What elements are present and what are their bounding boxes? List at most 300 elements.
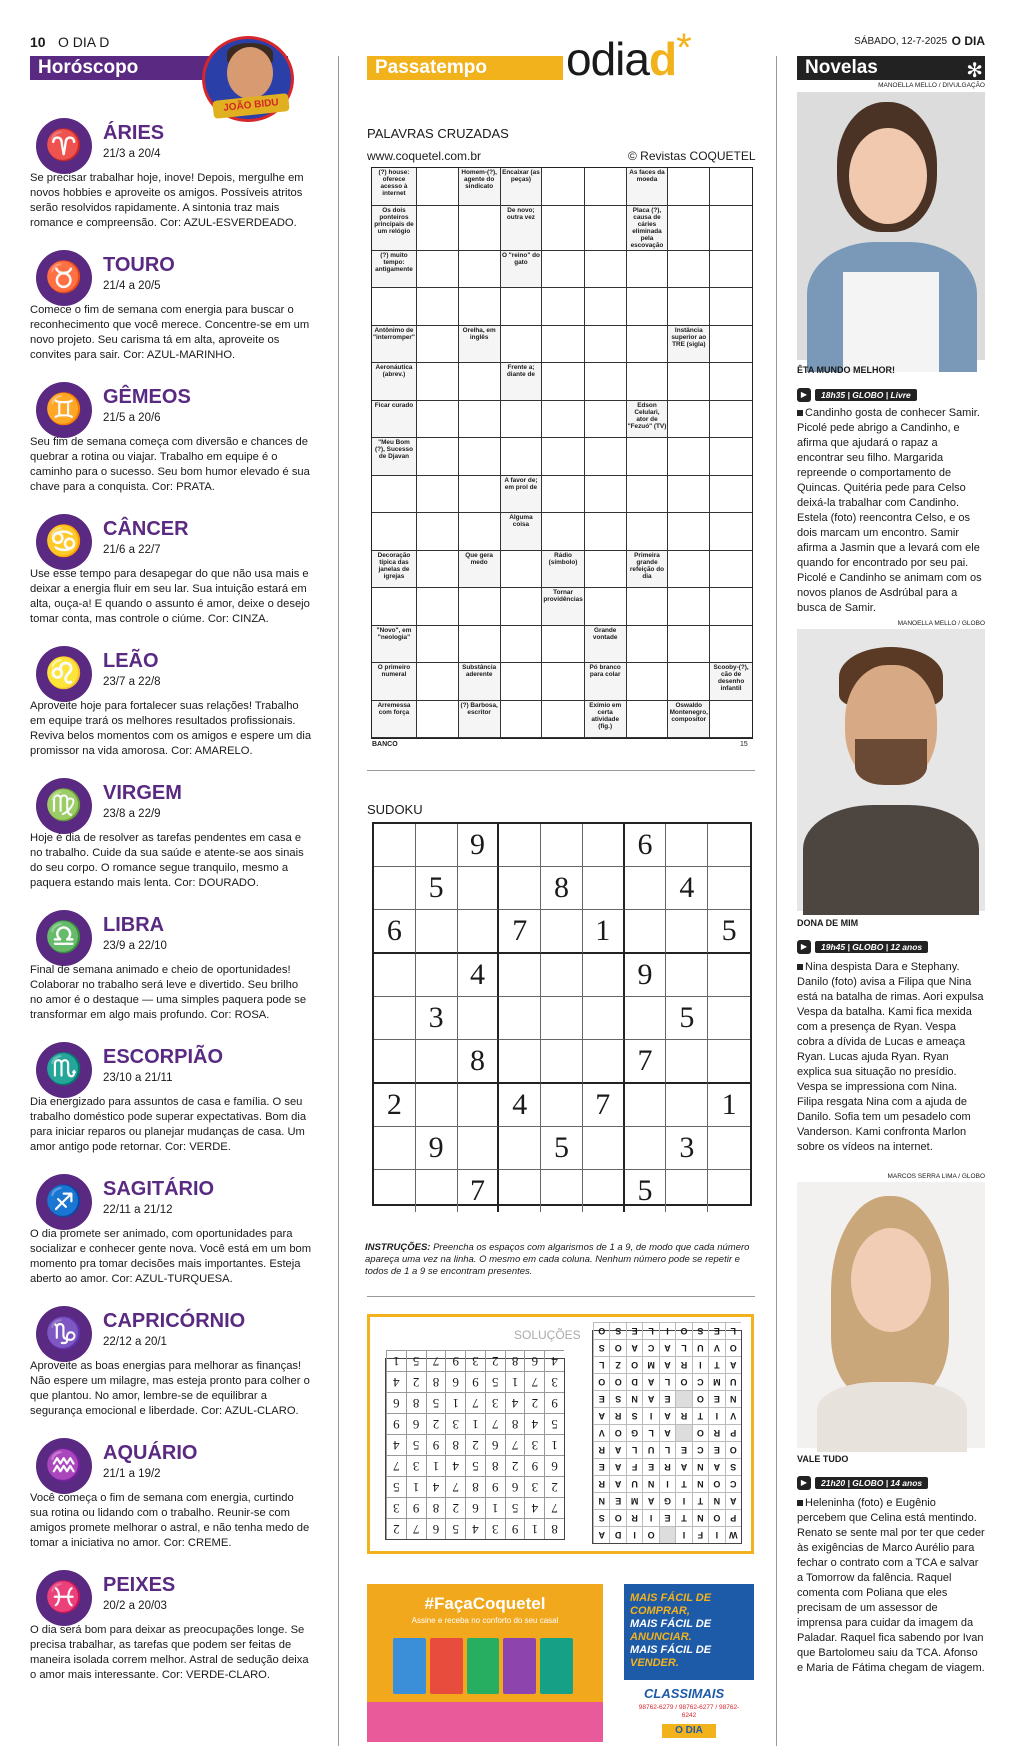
sudoku-cell[interactable] bbox=[499, 1170, 541, 1212]
crossword-answer-cell[interactable] bbox=[585, 363, 627, 401]
crossword-clue-cell: Arremessa com força bbox=[372, 701, 417, 739]
crossword-solution-cell: F bbox=[626, 1458, 642, 1475]
crossword-solution-cell: I bbox=[626, 1526, 642, 1543]
sudoku-cell[interactable] bbox=[666, 1084, 708, 1127]
novela-summary: Candinho gosta de conhecer Samir. Picolé pede abrigo a Candinho, e afirma que ajudará o rapaz a encontrar seu filho. Margarida repreende o comportamento de Quincas. Quitéria pede para Celso deixá-la trabalhar com Candinho. Estela (foto) reencontra Celso, e os dois marcam um encontro. Samir afirma a Jasmin que a levará com ele quando for encontrado por seu pai. Picolé e Candinho se animam com os novos planos de Asdrúbal para a busca de Samir. bbox=[797, 407, 982, 614]
crossword-answer-cell[interactable] bbox=[542, 701, 584, 739]
sudoku-cell: 6 bbox=[374, 910, 416, 954]
sudoku-cell[interactable] bbox=[666, 824, 708, 867]
sudoku-solution-cell: 7 bbox=[524, 1371, 544, 1392]
sudoku-cell[interactable] bbox=[499, 997, 541, 1040]
crossword-answer-cell[interactable] bbox=[542, 168, 584, 206]
zodiac-icon: ♌ bbox=[36, 646, 92, 702]
crossword-answer-cell[interactable] bbox=[501, 701, 543, 739]
crossword-answer-cell[interactable] bbox=[459, 401, 501, 439]
crossword-answer-cell[interactable] bbox=[585, 206, 627, 251]
crossword-answer-cell[interactable] bbox=[542, 206, 584, 251]
crossword-answer-cell[interactable] bbox=[585, 588, 627, 626]
crossword-answer-cell[interactable] bbox=[417, 206, 459, 251]
crossword-answer-cell[interactable] bbox=[668, 476, 710, 514]
crossword-solution-cell: V bbox=[593, 1424, 609, 1441]
novela-summary: Nina despista Dara e Stephany. Danilo (foto) avisa a Filipa que Nina está na batalha de rimas. Aori expulsa Vespa da batalha. Kami fica mexida com a presença de Ryan. Vespa cobra a dívida de Lucas e ameaça Ryan. Lucas ajuda Ryan. Ryan explica sua situação no presídio. Vespa se impressiona com Nina. Filipa resgata Nina com a ajuda de Danilo. Sofia tem um pesadelo com Vanderson. Kami confronta Marlon sobre os vídeos na internet. bbox=[797, 961, 984, 1153]
novela-schedule: ▶ 18h35 | GLOBO | Livre bbox=[797, 388, 917, 402]
classimais-footer bbox=[624, 1680, 754, 1742]
crossword-answer-cell[interactable] bbox=[542, 663, 584, 701]
sudoku-cell[interactable] bbox=[416, 910, 458, 954]
crossword-solution-cell: A bbox=[642, 1390, 658, 1407]
sudoku-solution-cell: 3 bbox=[544, 1371, 564, 1392]
crossword-answer-cell[interactable] bbox=[710, 206, 752, 251]
sudoku-cell[interactable] bbox=[666, 1170, 708, 1212]
crossword-solution-cell: E bbox=[659, 1509, 675, 1526]
crossword-clue-cell: Antônimo de "interromper" bbox=[372, 326, 417, 364]
sign-name: VIRGEM bbox=[103, 782, 182, 804]
crossword-answer-cell[interactable] bbox=[459, 206, 501, 251]
crossword-answer-cell[interactable] bbox=[417, 588, 459, 626]
crossword-answer-cell[interactable] bbox=[585, 476, 627, 514]
sign-dates: 22/11 a 21/12 bbox=[103, 1204, 173, 1216]
crossword-answer-cell[interactable] bbox=[710, 288, 752, 326]
crossword-clue-cell: De novo; outra vez bbox=[501, 206, 543, 251]
sudoku-cell[interactable] bbox=[666, 1040, 708, 1084]
crossword-answer-cell[interactable] bbox=[501, 551, 543, 589]
sudoku-cell[interactable] bbox=[416, 1040, 458, 1084]
crossword-answer-cell[interactable] bbox=[710, 513, 752, 551]
sudoku-cell[interactable] bbox=[499, 954, 541, 997]
sudoku-cell[interactable] bbox=[708, 867, 750, 910]
sudoku-solution-cell: 2 bbox=[465, 1434, 485, 1455]
sign-name: ESCORPIÃO bbox=[103, 1046, 224, 1068]
sudoku-cell[interactable] bbox=[416, 824, 458, 867]
crossword-answer-cell[interactable] bbox=[417, 168, 459, 206]
sudoku-cell[interactable] bbox=[541, 1040, 583, 1084]
crossword-solution-cell: S bbox=[593, 1509, 609, 1526]
crossword-clue-cell: As faces da moeda bbox=[627, 168, 669, 206]
crossword-answer-cell[interactable] bbox=[417, 701, 459, 739]
crossword-answer-cell[interactable] bbox=[542, 513, 584, 551]
crossword-answer-cell[interactable] bbox=[417, 251, 459, 289]
sudoku-cell[interactable] bbox=[708, 997, 750, 1040]
crossword-clue-cell: Edson Celulari, ator de "Fezuó" (TV) bbox=[627, 401, 669, 439]
sudoku-solution-cell: 7 bbox=[445, 1476, 465, 1497]
sudoku-cell[interactable] bbox=[708, 1040, 750, 1084]
sudoku-solution-cell: 4 bbox=[505, 1392, 525, 1413]
crossword-answer-cell[interactable] bbox=[417, 401, 459, 439]
crossword-solution-cell: L bbox=[659, 1441, 675, 1458]
crossword-answer-cell[interactable] bbox=[710, 251, 752, 289]
sudoku-cell[interactable] bbox=[374, 1040, 416, 1084]
sudoku-cell[interactable] bbox=[708, 824, 750, 867]
crossword-solution-cell: I bbox=[642, 1509, 658, 1526]
crossword-solution-cell: O bbox=[692, 1424, 708, 1441]
crossword-clue-cell: Tornar providências bbox=[542, 588, 584, 626]
sudoku-cell[interactable] bbox=[583, 867, 625, 910]
crossword-answer-cell[interactable] bbox=[627, 626, 669, 664]
crossword-solution-cell: I bbox=[642, 1407, 658, 1424]
crossword-answer-cell[interactable] bbox=[501, 588, 543, 626]
crossword-answer-cell[interactable] bbox=[501, 401, 543, 439]
crossword-solution-cell: O bbox=[692, 1390, 708, 1407]
crossword-answer-cell[interactable] bbox=[710, 363, 752, 401]
crossword-answer-cell[interactable] bbox=[459, 476, 501, 514]
sudoku-cell[interactable] bbox=[458, 1127, 500, 1170]
sudoku-cell[interactable] bbox=[374, 1127, 416, 1170]
edition-date: SÁBADO, 12-7-2025 bbox=[854, 36, 947, 47]
asterisk-icon: ✻ bbox=[966, 60, 983, 82]
crossword-answer-cell[interactable] bbox=[710, 326, 752, 364]
sudoku-solution-cell: 6 bbox=[386, 1392, 406, 1413]
sign-forecast: Dia energizado para assuntos de casa e família. O seu trabalho doméstico pode superar expectativas. Bom dia para iniciar reparos ou planejar mudanças de casa. Um amor antigo pode retornar. Cor: VERDE. bbox=[30, 1096, 307, 1153]
sudoku-cell[interactable] bbox=[541, 1084, 583, 1127]
coquetel-ad[interactable] bbox=[367, 1584, 603, 1742]
crossword-answer-cell[interactable] bbox=[542, 251, 584, 289]
crossword-solution-cell: D bbox=[626, 1373, 642, 1390]
crossword-solution-cell: O bbox=[609, 1424, 625, 1441]
crossword-clue-cell: Rádio (símbolo) bbox=[542, 551, 584, 589]
magazine-covers bbox=[393, 1638, 573, 1694]
crossword-answer-cell[interactable] bbox=[501, 663, 543, 701]
crossword-solution-cell: L bbox=[725, 1322, 741, 1339]
crossword-answer-cell[interactable] bbox=[710, 476, 752, 514]
crossword-answer-cell[interactable] bbox=[501, 626, 543, 664]
crossword-solution-cell: S bbox=[609, 1390, 625, 1407]
crossword-solution-cell: N bbox=[642, 1475, 658, 1492]
crossword-solution-cell: N bbox=[626, 1390, 642, 1407]
sudoku-cell: 9 bbox=[416, 1127, 458, 1170]
sudoku-solution-cell: 2 bbox=[406, 1371, 426, 1392]
crossword-answer-cell[interactable] bbox=[542, 438, 584, 476]
crossword-answer-cell[interactable] bbox=[542, 476, 584, 514]
crossword-solution-cell: A bbox=[675, 1458, 691, 1475]
crossword-solution-cell: A bbox=[725, 1492, 741, 1509]
sudoku-solution-cell: 1 bbox=[485, 1497, 505, 1518]
page-number: 10 bbox=[30, 34, 46, 50]
sign-dates: 21/6 a 22/7 bbox=[103, 544, 161, 556]
crossword-answer-cell[interactable] bbox=[668, 363, 710, 401]
sudoku-cell[interactable] bbox=[374, 867, 416, 910]
crossword-answer-cell[interactable] bbox=[627, 363, 669, 401]
sudoku-solution-cell: 2 bbox=[505, 1455, 525, 1476]
crossword-solution-cell: A bbox=[609, 1441, 625, 1458]
crossword-answer-cell[interactable] bbox=[668, 663, 710, 701]
crossword-solution-cell: P bbox=[725, 1509, 741, 1526]
sudoku-solution-cell: 3 bbox=[465, 1350, 485, 1371]
crossword-answer-cell[interactable] bbox=[417, 513, 459, 551]
crossword-solution-cell: S bbox=[626, 1407, 642, 1424]
crossword-answer-cell[interactable] bbox=[417, 288, 459, 326]
crossword-solution-cell: G bbox=[659, 1492, 675, 1509]
crossword-answer-cell[interactable] bbox=[459, 288, 501, 326]
crossword-answer-cell[interactable] bbox=[372, 288, 417, 326]
sudoku-cell[interactable] bbox=[499, 867, 541, 910]
sign-name: CÂNCER bbox=[103, 518, 189, 540]
section-divider bbox=[367, 1296, 755, 1297]
sudoku-cell[interactable] bbox=[583, 1170, 625, 1212]
crossword-answer-cell[interactable] bbox=[417, 626, 459, 664]
crossword-answer-cell[interactable] bbox=[585, 438, 627, 476]
crossword-answer-cell[interactable] bbox=[501, 326, 543, 364]
crossword-solution-cell: E bbox=[593, 1458, 609, 1475]
sudoku-solution-cell: 2 bbox=[544, 1476, 564, 1497]
sign-forecast: Seu fim de semana começa com diversão e chances de quebrar a rotina ou viajar. Trabalho em equipe é o caminho para o sucesso. Seu bom humor elevado é sua chave para a conquista. Cor: PRATA. bbox=[30, 436, 310, 493]
novela-photo-eta-mundo bbox=[797, 92, 985, 360]
crossword-answer-cell[interactable] bbox=[668, 206, 710, 251]
sudoku-cell[interactable] bbox=[374, 997, 416, 1040]
crossword-solution-cell: R bbox=[609, 1407, 625, 1424]
crossword-answer-cell[interactable] bbox=[710, 626, 752, 664]
crossword-answer-cell[interactable] bbox=[668, 401, 710, 439]
crossword-solution-cell: M bbox=[642, 1356, 658, 1373]
sudoku-cell[interactable] bbox=[499, 824, 541, 867]
crossword-solution-cell: M bbox=[708, 1373, 724, 1390]
crossword-answer-cell[interactable] bbox=[627, 438, 669, 476]
sudoku-solution-cell: 3 bbox=[524, 1476, 544, 1497]
pastime-section-title: Passatempo bbox=[367, 56, 563, 80]
crossword-answer-cell[interactable] bbox=[668, 251, 710, 289]
sudoku-solution-cell: 9 bbox=[465, 1371, 485, 1392]
crossword-answer-cell[interactable] bbox=[668, 588, 710, 626]
crossword-answer-cell[interactable] bbox=[459, 588, 501, 626]
sign-name: ÁRIES bbox=[103, 122, 165, 144]
sudoku-solution-cell: 8 bbox=[485, 1455, 505, 1476]
sudoku-cell[interactable] bbox=[625, 1084, 667, 1127]
crossword-answer-cell[interactable] bbox=[542, 326, 584, 364]
crossword-answer-cell[interactable] bbox=[585, 551, 627, 589]
sudoku-cell[interactable] bbox=[416, 954, 458, 997]
crossword-answer-cell[interactable] bbox=[627, 251, 669, 289]
crossword-answer-cell[interactable] bbox=[627, 476, 669, 514]
crossword-answer-cell[interactable] bbox=[627, 701, 669, 739]
sign-dates: 21/1 a 19/2 bbox=[103, 1468, 161, 1480]
crossword-solution-cell: A bbox=[659, 1356, 675, 1373]
crossword-clue-cell: Oswaldo Montenegro, compositor bbox=[668, 701, 710, 739]
zodiac-icon: ♈ bbox=[36, 118, 92, 174]
sudoku-cell[interactable] bbox=[625, 867, 667, 910]
sudoku-cell[interactable] bbox=[499, 1040, 541, 1084]
crossword-solution-cell: A bbox=[642, 1492, 658, 1509]
crossword-solution-cell: O bbox=[626, 1356, 642, 1373]
crossword-answer-cell[interactable] bbox=[585, 401, 627, 439]
crossword-solution-cell: S bbox=[609, 1322, 625, 1339]
crossword-clue-cell: Aeronáutica (abrev.) bbox=[372, 363, 417, 401]
crossword-answer-cell[interactable] bbox=[710, 551, 752, 589]
crossword-answer-cell[interactable] bbox=[668, 168, 710, 206]
crossword-solution-cell: O bbox=[593, 1373, 609, 1390]
sudoku-cell[interactable] bbox=[583, 824, 625, 867]
sign-name: SAGITÁRIO bbox=[103, 1178, 215, 1200]
sudoku-cell[interactable] bbox=[708, 954, 750, 997]
crossword-solution-cell: I bbox=[659, 1322, 675, 1339]
crossword-answer-cell[interactable] bbox=[417, 326, 459, 364]
crossword-answer-cell[interactable] bbox=[372, 588, 417, 626]
crossword-answer-cell[interactable] bbox=[668, 513, 710, 551]
crossword-answer-cell[interactable] bbox=[585, 251, 627, 289]
crossword-answer-cell[interactable] bbox=[372, 476, 417, 514]
crossword-answer-cell[interactable] bbox=[627, 588, 669, 626]
sudoku-cell[interactable] bbox=[666, 910, 708, 954]
sudoku-cell[interactable] bbox=[541, 997, 583, 1040]
sign-dates: 23/7 a 22/8 bbox=[103, 676, 161, 688]
classimais-slogan: MAIS FÁCIL DE COMPRAR, MAIS FÁCIL DE ANUNCIAR. MAIS FÁCIL DE VENDER. bbox=[630, 1592, 712, 1669]
crossword-solution-cell: A bbox=[725, 1356, 741, 1373]
crossword-answer-cell[interactable] bbox=[668, 288, 710, 326]
crossword-solution-cell: O bbox=[609, 1509, 625, 1526]
sudoku-solution-cell: 2 bbox=[426, 1413, 446, 1434]
crossword-answer-cell[interactable] bbox=[542, 288, 584, 326]
sudoku-solution-cell: 7 bbox=[505, 1434, 525, 1455]
crossword-answer-cell[interactable] bbox=[542, 363, 584, 401]
crossword-answer-cell[interactable] bbox=[710, 401, 752, 439]
sudoku-cell[interactable] bbox=[374, 954, 416, 997]
crossword-answer-cell[interactable] bbox=[501, 438, 543, 476]
sudoku-cell[interactable] bbox=[583, 997, 625, 1040]
sudoku-cell[interactable] bbox=[583, 954, 625, 997]
crossword-solution-cell: F bbox=[692, 1526, 708, 1543]
crossword-answer-cell[interactable] bbox=[417, 663, 459, 701]
sudoku-solution-cell: 1 bbox=[426, 1455, 446, 1476]
crossword-answer-cell[interactable] bbox=[372, 513, 417, 551]
zodiac-icon: ♍ bbox=[36, 778, 92, 834]
sudoku-cell[interactable] bbox=[541, 910, 583, 954]
crossword-answer-cell[interactable] bbox=[459, 513, 501, 551]
crossword-clue-cell: A favor de; em prol de bbox=[501, 476, 543, 514]
sudoku-solution-cell: 2 bbox=[445, 1497, 465, 1518]
sign-name: LEÃO bbox=[103, 650, 159, 672]
crossword-answer-cell[interactable] bbox=[668, 626, 710, 664]
play-icon: ▶ bbox=[797, 940, 811, 954]
sudoku-cell[interactable] bbox=[541, 954, 583, 997]
coquetel-ad-footer bbox=[367, 1702, 603, 1742]
crossword-solution-cell: C bbox=[725, 1475, 741, 1492]
crossword-answer-cell[interactable] bbox=[542, 401, 584, 439]
sudoku-cell[interactable] bbox=[416, 1084, 458, 1127]
novela-schedule: ▶ 19h45 | GLOBO | 12 anos bbox=[797, 940, 928, 954]
crossword-solution-cell: S bbox=[692, 1322, 708, 1339]
sudoku-solution-cell: 1 bbox=[406, 1476, 426, 1497]
crossword-answer-cell[interactable] bbox=[542, 626, 584, 664]
sudoku-cell[interactable] bbox=[708, 1170, 750, 1212]
crossword-answer-cell[interactable] bbox=[710, 701, 752, 739]
sudoku-cell[interactable] bbox=[499, 1127, 541, 1170]
sign-forecast: Se precisar trabalhar hoje, inove! Depois, mergulhe em novos hobbies e aproveite os amigos. Possíveis atritos serão resolvidos rapidamente. A sintonia traz mais romance e compreensão. Cor: AZUL-ESVERDEADO. bbox=[30, 172, 304, 229]
sudoku-cell[interactable] bbox=[541, 824, 583, 867]
crossword-answer-cell[interactable] bbox=[585, 326, 627, 364]
sign-forecast: Use esse tempo para desapegar do que não usa mais e deixar a energia fluir em seu lar. Sua intuição estará em alta, ouça-a! E quando o assunto é amor, deixe o desejo tomar conta, mas controle o ciúme. Cor: CINZA. bbox=[30, 568, 310, 625]
column-divider bbox=[338, 56, 339, 1746]
crossword-answer-cell[interactable] bbox=[417, 438, 459, 476]
crossword-clue-cell: Decoração típica das janelas de igrejas bbox=[372, 551, 417, 589]
sudoku-cell[interactable] bbox=[625, 910, 667, 954]
sudoku-cell[interactable] bbox=[666, 954, 708, 997]
odia-logo-small: O DIA bbox=[662, 1724, 716, 1738]
sudoku-cell[interactable] bbox=[458, 1084, 500, 1127]
crossword-solution-cell: R bbox=[593, 1441, 609, 1458]
crossword-solution-cell: N bbox=[692, 1509, 708, 1526]
crossword-answer-cell[interactable] bbox=[459, 626, 501, 664]
sudoku-cell[interactable] bbox=[708, 1127, 750, 1170]
crossword-solution-cell: O bbox=[725, 1339, 741, 1356]
sudoku-cell[interactable] bbox=[583, 1127, 625, 1170]
crossword-solution-cell: U bbox=[642, 1441, 658, 1458]
crossword-solution-cell: O bbox=[708, 1475, 724, 1492]
crossword-answer-cell[interactable] bbox=[710, 588, 752, 626]
crossword-answer-cell[interactable] bbox=[668, 551, 710, 589]
crossword-solution-cell: T bbox=[708, 1356, 724, 1373]
crossword-solution-cell: L bbox=[626, 1441, 642, 1458]
sudoku-cell[interactable] bbox=[374, 824, 416, 867]
sudoku-solution-cell: 3 bbox=[485, 1392, 505, 1413]
crossword-solution-cell: S bbox=[725, 1458, 741, 1475]
classimais-ad[interactable] bbox=[624, 1584, 754, 1742]
crossword-solution-cell: E bbox=[708, 1441, 724, 1458]
play-icon: ▶ bbox=[797, 388, 811, 402]
crossword-clue-cell: Primeira grande refeição do dia bbox=[627, 551, 669, 589]
crossword-solution-cell: O bbox=[708, 1509, 724, 1526]
sign-dates: 21/3 a 20/4 bbox=[103, 148, 161, 160]
crossword-answer-cell[interactable] bbox=[459, 251, 501, 289]
crossword-answer-cell[interactable] bbox=[585, 288, 627, 326]
sign-dates: 22/12 a 20/1 bbox=[103, 1336, 167, 1348]
crossword-answer-cell[interactable] bbox=[627, 663, 669, 701]
sudoku-solution-cell: 4 bbox=[386, 1434, 406, 1455]
crossword-clue-cell: Orelha, em inglês bbox=[459, 326, 501, 364]
sudoku-instructions: INSTRUÇÕES: Preencha os espaços com algarismos de 1 a 9, de modo que cada número apareça uma vez na linha. O mesmo em cada coluna. Nenhum número pode se repetir e todos de 1 a 9 se encontram presentes. bbox=[365, 1242, 750, 1277]
crossword-answer-cell[interactable] bbox=[627, 288, 669, 326]
sudoku-cell[interactable] bbox=[625, 1127, 667, 1170]
crossword-solution-cell: E bbox=[659, 1390, 675, 1407]
photo-credit: MANOELLA MELLO / GLOBO bbox=[897, 620, 985, 627]
sign-name: LIBRA bbox=[103, 914, 165, 936]
sudoku-solution-cell: 2 bbox=[524, 1392, 544, 1413]
sudoku-cell[interactable] bbox=[458, 867, 500, 910]
sudoku-cell[interactable] bbox=[458, 997, 500, 1040]
crossword-solution-cell: E bbox=[708, 1322, 724, 1339]
novela-photo-dona-de-mim bbox=[797, 629, 985, 911]
sudoku-cell[interactable] bbox=[374, 1170, 416, 1212]
crossword-solution-cell: O bbox=[609, 1339, 625, 1356]
crossword-answer-cell[interactable] bbox=[585, 168, 627, 206]
crossword-answer-cell[interactable] bbox=[710, 168, 752, 206]
crossword-answer-cell[interactable] bbox=[668, 438, 710, 476]
sudoku-cell: 3 bbox=[666, 1127, 708, 1170]
crossword-solution-cell: R bbox=[675, 1407, 691, 1424]
sudoku-cell[interactable] bbox=[625, 997, 667, 1040]
sudoku-cell[interactable] bbox=[416, 1170, 458, 1212]
sign-dates: 23/10 a 21/11 bbox=[103, 1072, 173, 1084]
crossword-answer-cell[interactable] bbox=[585, 513, 627, 551]
crossword-solution-cell: A bbox=[659, 1339, 675, 1356]
crossword-solution-cell: L bbox=[593, 1356, 609, 1373]
crossword-answer-cell[interactable] bbox=[417, 551, 459, 589]
sudoku-cell[interactable] bbox=[541, 1170, 583, 1212]
crossword-answer-cell[interactable] bbox=[627, 326, 669, 364]
novela-schedule: ▶ 21h20 | GLOBO | 14 anos bbox=[797, 1476, 928, 1490]
sudoku-cell[interactable] bbox=[458, 910, 500, 954]
crossword-solution-cell: C bbox=[642, 1339, 658, 1356]
crossword-solution-cell: A bbox=[609, 1475, 625, 1492]
crossword-answer-cell[interactable] bbox=[417, 476, 459, 514]
sudoku-cell[interactable] bbox=[583, 1040, 625, 1084]
crossword-answer-cell[interactable] bbox=[501, 288, 543, 326]
sudoku-solution-cell: 4 bbox=[426, 1476, 446, 1497]
crossword-answer-cell[interactable] bbox=[710, 438, 752, 476]
crossword-clue-cell: Encaixar (as peças) bbox=[501, 168, 543, 206]
sudoku-cell: 7 bbox=[458, 1170, 500, 1212]
crossword-answer-cell[interactable] bbox=[459, 363, 501, 401]
crossword-answer-cell[interactable] bbox=[459, 438, 501, 476]
crossword-answer-cell[interactable] bbox=[627, 513, 669, 551]
crossword-answer-cell[interactable] bbox=[417, 363, 459, 401]
